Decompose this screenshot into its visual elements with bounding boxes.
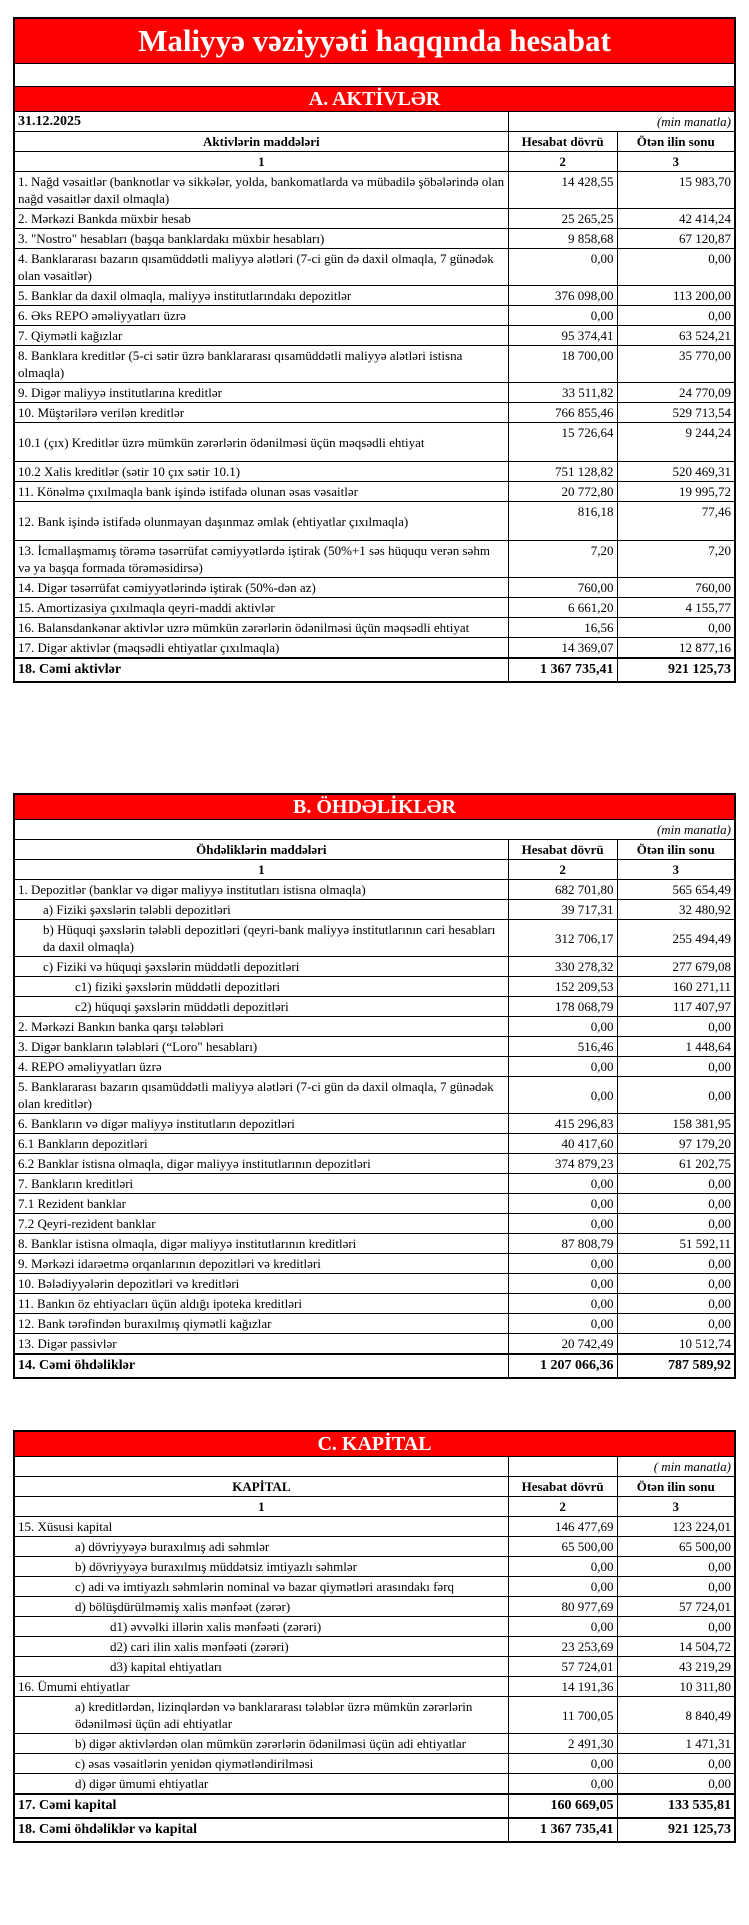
row-previous-value: 277 679,08 <box>617 957 735 977</box>
table-row <box>14 900 735 920</box>
row-label: 9. Mərkəzi idarəetmə orqanlarının depozitləri və kreditləri <box>14 1254 508 1274</box>
row-current-value: 766 855,46 <box>508 403 617 423</box>
table-row <box>14 1134 735 1154</box>
table-row <box>14 1697 735 1734</box>
total-label: 17. Cəmi kapital <box>14 1794 508 1818</box>
capital-total-row <box>14 1794 735 1818</box>
total-previous: 921 125,73 <box>617 1818 735 1842</box>
row-previous-value: 0,00 <box>617 1577 735 1597</box>
row-current-value: 0,00 <box>508 1774 617 1795</box>
row-current-value: 330 278,32 <box>508 957 617 977</box>
table-row <box>14 502 735 541</box>
row-label: 13. Digər passivlər <box>14 1334 508 1355</box>
assets-column-numbers <box>14 152 735 172</box>
capital-table <box>13 1430 736 1843</box>
row-current-value: 760,00 <box>508 578 617 598</box>
col-header-current: Hesabat dövrü <box>508 132 617 152</box>
row-label: 1. Nağd vəsaitlər (banknotlar və sikkələr, yolda, bankomatlarda və mübadilə şöbələrində olan nağd vəsaitlər daxil olmaqla) <box>14 172 508 209</box>
table-row <box>14 326 735 346</box>
assets-total-row <box>14 658 735 682</box>
assets-table <box>13 17 736 683</box>
col-header-item: KAPİTAL <box>14 1477 508 1497</box>
row-previous-value: 0,00 <box>617 1754 735 1774</box>
row-label: 7.2 Qeyri-rezident banklar <box>14 1214 508 1234</box>
row-label: 11. Bankın öz ehtiyacları üçün aldığı ipoteka kreditləri <box>14 1294 508 1314</box>
row-previous-value: 42 414,24 <box>617 209 735 229</box>
unit-label: (min manatla) <box>14 820 735 840</box>
row-label: c1) fiziki şəxslərin müddətli depozitləri <box>14 977 508 997</box>
row-previous-value: 9 244,24 <box>617 423 735 462</box>
table-row <box>14 920 735 957</box>
row-previous-value: 0,00 <box>617 306 735 326</box>
row-previous-value: 0,00 <box>617 1254 735 1274</box>
row-previous-value: 7,20 <box>617 541 735 578</box>
report-title: Maliyyə vəziyyəti haqqında hesabat <box>14 18 735 64</box>
row-current-value: 0,00 <box>508 1077 617 1114</box>
row-previous-value: 160 271,11 <box>617 977 735 997</box>
capital-column-headers <box>14 1477 735 1497</box>
col-header-item: Aktivlərin maddələri <box>14 132 508 152</box>
assets-date-row <box>14 112 735 132</box>
col-number-3: 3 <box>617 860 735 880</box>
row-current-value: 39 717,31 <box>508 900 617 920</box>
row-previous-value: 158 381,95 <box>617 1114 735 1134</box>
row-label: 2. Mərkəzi Bankın banka qarşı tələbləri <box>14 1017 508 1037</box>
row-current-value: 33 511,82 <box>508 383 617 403</box>
row-label: 15. Xüsusi kapital <box>14 1517 508 1537</box>
row-previous-value: 0,00 <box>617 1294 735 1314</box>
row-label: 12. Bank işində istifadə olunmayan daşınmaz əmlak (ehtiyatlar çıxılmaqla) <box>14 502 508 541</box>
row-previous-value: 8 840,49 <box>617 1697 735 1734</box>
table-row <box>14 957 735 977</box>
table-row <box>14 1154 735 1174</box>
row-previous-value: 520 469,31 <box>617 462 735 482</box>
row-current-value: 95 374,41 <box>508 326 617 346</box>
row-label: b) Hüquqi şəxslərin tələbli depozitləri (qeyri-bank maliyyə institutlarının cari hesabları da daxil olmaqla) <box>14 920 508 957</box>
liabilities-table <box>13 793 736 1379</box>
table-row <box>14 977 735 997</box>
table-row <box>14 1774 735 1795</box>
table-row <box>14 578 735 598</box>
row-current-value: 0,00 <box>508 1617 617 1637</box>
row-previous-value: 97 179,20 <box>617 1134 735 1154</box>
col-number-1: 1 <box>14 152 508 172</box>
row-current-value: 0,00 <box>508 1254 617 1274</box>
table-row <box>14 249 735 286</box>
table-row <box>14 482 735 502</box>
col-number-2: 2 <box>508 152 617 172</box>
table-row <box>14 1577 735 1597</box>
table-row <box>14 209 735 229</box>
row-previous-value: 10 311,80 <box>617 1677 735 1697</box>
table-row <box>14 423 735 462</box>
row-label: c) Fiziki və hüquqi şəxslərin müddətli depozitləri <box>14 957 508 977</box>
table-row <box>14 880 735 900</box>
row-current-value: 87 808,79 <box>508 1234 617 1254</box>
table-row <box>14 1294 735 1314</box>
row-previous-value: 0,00 <box>617 249 735 286</box>
row-previous-value: 0,00 <box>617 1557 735 1577</box>
row-label: 7.1 Rezident banklar <box>14 1194 508 1214</box>
row-current-value: 23 253,69 <box>508 1637 617 1657</box>
row-previous-value: 760,00 <box>617 578 735 598</box>
row-previous-value: 0,00 <box>617 1194 735 1214</box>
row-label: 2. Mərkəzi Bankda müxbir hesab <box>14 209 508 229</box>
row-previous-value: 24 770,09 <box>617 383 735 403</box>
row-label: 8. Banklar istisna olmaqla, digər maliyyə institutlarının kreditləri <box>14 1234 508 1254</box>
row-current-value: 0,00 <box>508 1214 617 1234</box>
row-current-value: 57 724,01 <box>508 1657 617 1677</box>
row-label: 5. Banklararası bazarın qısamüddətli maliyyə alətləri (7-ci gün də daxil olmaqla, 7 günədək olan kreditlər) <box>14 1077 508 1114</box>
row-previous-value: 0,00 <box>617 1617 735 1637</box>
total-previous: 921 125,73 <box>617 658 735 682</box>
row-label: 12. Bank tərəfindən buraxılmış qiymətli kağızlar <box>14 1314 508 1334</box>
row-label: b) dövriyyəyə buraxılmış müddətsiz imtiyazlı səhmlər <box>14 1557 508 1577</box>
row-current-value: 0,00 <box>508 1577 617 1597</box>
row-current-value: 0,00 <box>508 1557 617 1577</box>
liabilities-column-numbers <box>14 860 735 880</box>
row-label: 16. Ümumi ehtiyatlar <box>14 1677 508 1697</box>
row-label: d) bölüşdürülməmiş xalis mənfəət (zərər) <box>14 1597 508 1617</box>
row-current-value: 6 661,20 <box>508 598 617 618</box>
liabilities-unit-row <box>14 820 735 840</box>
table-row <box>14 1114 735 1134</box>
col-header-item: Öhdəliklərin maddələri <box>14 840 508 860</box>
row-label: c2) hüquqi şəxslərin müddətli depozitləri <box>14 997 508 1017</box>
row-previous-value: 0,00 <box>617 1314 735 1334</box>
row-current-value: 374 879,23 <box>508 1154 617 1174</box>
liabilities-column-headers <box>14 840 735 860</box>
table-row <box>14 1314 735 1334</box>
row-previous-value: 0,00 <box>617 618 735 638</box>
row-previous-value: 1 448,64 <box>617 1037 735 1057</box>
row-previous-value: 529 713,54 <box>617 403 735 423</box>
row-current-value: 20 772,80 <box>508 482 617 502</box>
row-current-value: 146 477,69 <box>508 1517 617 1537</box>
row-current-value: 14 369,07 <box>508 638 617 659</box>
row-previous-value: 10 512,74 <box>617 1334 735 1355</box>
table-row <box>14 1734 735 1754</box>
total-current: 1 367 735,41 <box>508 1818 617 1842</box>
row-previous-value: 77,46 <box>617 502 735 541</box>
table-row <box>14 1057 735 1077</box>
table-row <box>14 1254 735 1274</box>
row-current-value: 20 742,49 <box>508 1334 617 1355</box>
row-label: 5. Banklar da daxil olmaqla, maliyyə institutlarındakı depozitlər <box>14 286 508 306</box>
row-previous-value: 32 480,92 <box>617 900 735 920</box>
liabilities-section-header <box>14 794 735 820</box>
assets-section-header <box>14 87 735 112</box>
liabilities-rows <box>14 880 735 1355</box>
row-label: d2) cari ilin xalis mənfəəti (zərəri) <box>14 1637 508 1657</box>
row-label: d3) kapital ehtiyatları <box>14 1657 508 1677</box>
table-row <box>14 1037 735 1057</box>
liabilities-and-capital-total-row <box>14 1818 735 1842</box>
capital-section-title: C. KAPİTAL <box>14 1431 735 1457</box>
table-row <box>14 1194 735 1214</box>
row-current-value: 65 500,00 <box>508 1537 617 1557</box>
row-label: a) kreditlərdən, lizinqlərdən və banklararası tələblər üzrə mümkün zərərlərin ödənilməsi üçün adi ehtiyatlar <box>14 1697 508 1734</box>
unit-label: ( min manatla) <box>617 1457 735 1477</box>
col-header-previous: Ötən ilin sonu <box>617 840 735 860</box>
row-previous-value: 67 120,87 <box>617 229 735 249</box>
row-label: c) adi və imtiyazlı səhmlərin nominal və bazar qiymətləri arasındakı fərq <box>14 1577 508 1597</box>
row-current-value: 80 977,69 <box>508 1597 617 1617</box>
row-current-value: 178 068,79 <box>508 997 617 1017</box>
capital-unit-row <box>14 1457 735 1477</box>
row-label: 10. Bələdiyyələrin depozitləri və kreditləri <box>14 1274 508 1294</box>
col-header-previous: Ötən ilin sonu <box>617 132 735 152</box>
total-previous: 787 589,92 <box>617 1354 735 1378</box>
row-previous-value: 113 200,00 <box>617 286 735 306</box>
row-current-value: 816,18 <box>508 502 617 541</box>
row-current-value: 0,00 <box>508 1274 617 1294</box>
table-row <box>14 1677 735 1697</box>
row-label: 3. "Nostro" hesabları (başqa banklardakı müxbir hesabları) <box>14 229 508 249</box>
table-row <box>14 1517 735 1537</box>
row-current-value: 751 128,82 <box>508 462 617 482</box>
row-current-value: 18 700,00 <box>508 346 617 383</box>
table-row <box>14 462 735 482</box>
row-previous-value: 35 770,00 <box>617 346 735 383</box>
row-previous-value: 0,00 <box>617 1017 735 1037</box>
row-previous-value: 14 504,72 <box>617 1637 735 1657</box>
row-current-value: 0,00 <box>508 1057 617 1077</box>
row-label: 6.2 Banklar istisna olmaqla, digər maliyyə institutlarının depozitləri <box>14 1154 508 1174</box>
row-previous-value: 15 983,70 <box>617 172 735 209</box>
col-number-2: 2 <box>508 860 617 880</box>
row-previous-value: 12 877,16 <box>617 638 735 659</box>
row-label: d) digər ümumi ehtiyatlar <box>14 1774 508 1795</box>
table-row <box>14 997 735 1017</box>
capital-block <box>13 1430 736 1843</box>
capital-column-numbers <box>14 1497 735 1517</box>
capital-rows <box>14 1517 735 1795</box>
table-row <box>14 1537 735 1557</box>
row-current-value: 40 417,60 <box>508 1134 617 1154</box>
row-label: 10. Müştərilərə verilən kreditlər <box>14 403 508 423</box>
row-label: 14. Digər təsərrüfat cəmiyyətlərində iştirak (50%-dən az) <box>14 578 508 598</box>
row-label: 13. İcmallaşmamış törəmə təsərrüfat cəmiyyətlərdə iştirak (50%+1 səs hüququ verən səhm və ya başqa formada törəməsidirsə) <box>14 541 508 578</box>
total-label: 18. Cəmi aktivlər <box>14 658 508 682</box>
row-previous-value: 0,00 <box>617 1057 735 1077</box>
row-label: 6.1 Bankların depozitləri <box>14 1134 508 1154</box>
report-title-row <box>14 18 735 64</box>
row-current-value: 516,46 <box>508 1037 617 1057</box>
table-row <box>14 1274 735 1294</box>
row-label: 16. Balansdankənar aktivlər uzrə mümkün zərərlərin ödənilməsi üçün məqsədli ehtiyat <box>14 618 508 638</box>
row-current-value: 415 296,83 <box>508 1114 617 1134</box>
row-current-value: 0,00 <box>508 1174 617 1194</box>
row-label: 6. Əks REPO əməliyyatları üzrə <box>14 306 508 326</box>
col-header-current: Hesabat dövrü <box>508 840 617 860</box>
row-current-value: 11 700,05 <box>508 1697 617 1734</box>
row-previous-value: 0,00 <box>617 1077 735 1114</box>
table-row <box>14 172 735 209</box>
col-number-1: 1 <box>14 1497 508 1517</box>
table-row <box>14 286 735 306</box>
table-row <box>14 306 735 326</box>
liabilities-total-row <box>14 1354 735 1378</box>
table-row <box>14 1077 735 1114</box>
row-label: c) əsas vəsaitlərin yenidən qiymətləndirilməsi <box>14 1754 508 1774</box>
row-label: 3. Digər bankların tələbləri (“Loro" hesabları) <box>14 1037 508 1057</box>
col-header-current: Hesabat dövrü <box>508 1477 617 1497</box>
col-number-2: 2 <box>508 1497 617 1517</box>
row-previous-value: 51 592,11 <box>617 1234 735 1254</box>
assets-rows <box>14 172 735 659</box>
row-previous-value: 117 407,97 <box>617 997 735 1017</box>
row-label: 1. Depozitlər (banklar və digər maliyyə institutları istisna olmaqla) <box>14 880 508 900</box>
row-label: 4. Banklararası bazarın qısamüddətli maliyyə alətləri (7-ci gün də daxil olmaqla, 7 günədək olan vəsaitlər) <box>14 249 508 286</box>
row-previous-value: 0,00 <box>617 1774 735 1795</box>
row-current-value: 0,00 <box>508 1754 617 1774</box>
total-current: 1 207 066,36 <box>508 1354 617 1378</box>
row-previous-value: 19 995,72 <box>617 482 735 502</box>
table-row <box>14 618 735 638</box>
capital-section-header <box>14 1431 735 1457</box>
row-previous-value: 61 202,75 <box>617 1154 735 1174</box>
total-previous: 133 535,81 <box>617 1794 735 1818</box>
row-previous-value: 255 494,49 <box>617 920 735 957</box>
total-current: 1 367 735,41 <box>508 658 617 682</box>
row-label: 9. Digər maliyyə institutlarına kreditlər <box>14 383 508 403</box>
row-current-value: 2 491,30 <box>508 1734 617 1754</box>
row-label: 7. Qiymətli kağızlar <box>14 326 508 346</box>
unit-label: (min manatla) <box>508 112 735 132</box>
row-current-value: 0,00 <box>508 249 617 286</box>
row-label: 11. Könəlmə çıxılmaqla bank işində istifadə olunan əsas vəsaitlər <box>14 482 508 502</box>
total-label: 14. Cəmi öhdəliklər <box>14 1354 508 1378</box>
row-previous-value: 4 155,77 <box>617 598 735 618</box>
table-row <box>14 1657 735 1677</box>
table-row <box>14 1557 735 1577</box>
row-current-value: 682 701,80 <box>508 880 617 900</box>
col-number-3: 3 <box>617 152 735 172</box>
row-label: b) digər aktivlərdən olan mümkün zərərlərin ödənilməsi üçün adi ehtiyatlar <box>14 1734 508 1754</box>
row-current-value: 15 726,64 <box>508 423 617 462</box>
col-number-1: 1 <box>14 860 508 880</box>
row-label: a) dövriyyəyə buraxılmış adi səhmlər <box>14 1537 508 1557</box>
table-row <box>14 1617 735 1637</box>
row-current-value: 14 428,55 <box>508 172 617 209</box>
table-row <box>14 1334 735 1355</box>
row-current-value: 16,56 <box>508 618 617 638</box>
col-header-previous: Ötən ilin sonu <box>617 1477 735 1497</box>
table-row <box>14 403 735 423</box>
row-label: d1) əvvəlki illərin xalis mənfəəti (zərəri) <box>14 1617 508 1637</box>
assets-column-headers <box>14 132 735 152</box>
row-label: 4. REPO əməliyyatları üzrə <box>14 1057 508 1077</box>
row-label: 10.1 (çıx) Kreditlər üzrə mümkün zərərlərin ödənilməsi üçün məqsədli ehtiyat <box>14 423 508 462</box>
row-previous-value: 123 224,01 <box>617 1517 735 1537</box>
table-row <box>14 229 735 249</box>
row-label: 6. Bankların və digər maliyyə institutların depozitləri <box>14 1114 508 1134</box>
table-row <box>14 638 735 659</box>
table-row <box>14 383 735 403</box>
row-current-value: 376 098,00 <box>508 286 617 306</box>
row-current-value: 9 858,68 <box>508 229 617 249</box>
row-current-value: 0,00 <box>508 306 617 326</box>
row-current-value: 0,00 <box>508 1194 617 1214</box>
table-row <box>14 1214 735 1234</box>
row-previous-value: 565 654,49 <box>617 880 735 900</box>
row-current-value: 0,00 <box>508 1294 617 1314</box>
assets-section-title: A. AKTİVLƏR <box>14 87 735 112</box>
table-row <box>14 1637 735 1657</box>
row-current-value: 152 209,53 <box>508 977 617 997</box>
row-previous-value: 65 500,00 <box>617 1537 735 1557</box>
row-previous-value: 63 524,21 <box>617 326 735 346</box>
blank-row <box>14 64 735 87</box>
col-number-3: 3 <box>617 1497 735 1517</box>
row-label: 15. Amortizasiya çıxılmaqla qeyri-maddi aktivlər <box>14 598 508 618</box>
table-row <box>14 1597 735 1617</box>
table-row <box>14 346 735 383</box>
total-current: 160 669,05 <box>508 1794 617 1818</box>
row-current-value: 0,00 <box>508 1017 617 1037</box>
row-label: 8. Banklara kreditlər (5-ci sətir üzrə banklararası qısamüddətli maliyyə alətləri istisna olmaqla) <box>14 346 508 383</box>
row-previous-value: 43 219,29 <box>617 1657 735 1677</box>
table-row <box>14 541 735 578</box>
table-row <box>14 1174 735 1194</box>
row-label: 17. Digər aktivlər (məqsədli ehtiyatlar çıxılmaqla) <box>14 638 508 659</box>
row-current-value: 25 265,25 <box>508 209 617 229</box>
row-previous-value: 0,00 <box>617 1214 735 1234</box>
row-current-value: 14 191,36 <box>508 1677 617 1697</box>
row-label: a) Fiziki şəxslərin tələbli depozitləri <box>14 900 508 920</box>
table-row <box>14 1234 735 1254</box>
total-label: 18. Cəmi öhdəliklər və kapital <box>14 1818 508 1842</box>
row-label: 7. Bankların kreditləri <box>14 1174 508 1194</box>
assets-block <box>13 17 736 683</box>
row-current-value: 0,00 <box>508 1314 617 1334</box>
row-previous-value: 57 724,01 <box>617 1597 735 1617</box>
liabilities-section-title: B. ÖHDƏLİKLƏR <box>14 794 735 820</box>
row-current-value: 312 706,17 <box>508 920 617 957</box>
row-previous-value: 0,00 <box>617 1174 735 1194</box>
table-row <box>14 1017 735 1037</box>
row-previous-value: 0,00 <box>617 1274 735 1294</box>
table-row <box>14 1754 735 1774</box>
row-previous-value: 1 471,31 <box>617 1734 735 1754</box>
row-label: 10.2 Xalis kreditlər (sətir 10 çıx sətir 10.1) <box>14 462 508 482</box>
liabilities-block <box>13 793 736 1379</box>
table-row <box>14 598 735 618</box>
row-current-value: 7,20 <box>508 541 617 578</box>
report-date: 31.12.2025 <box>14 112 508 132</box>
